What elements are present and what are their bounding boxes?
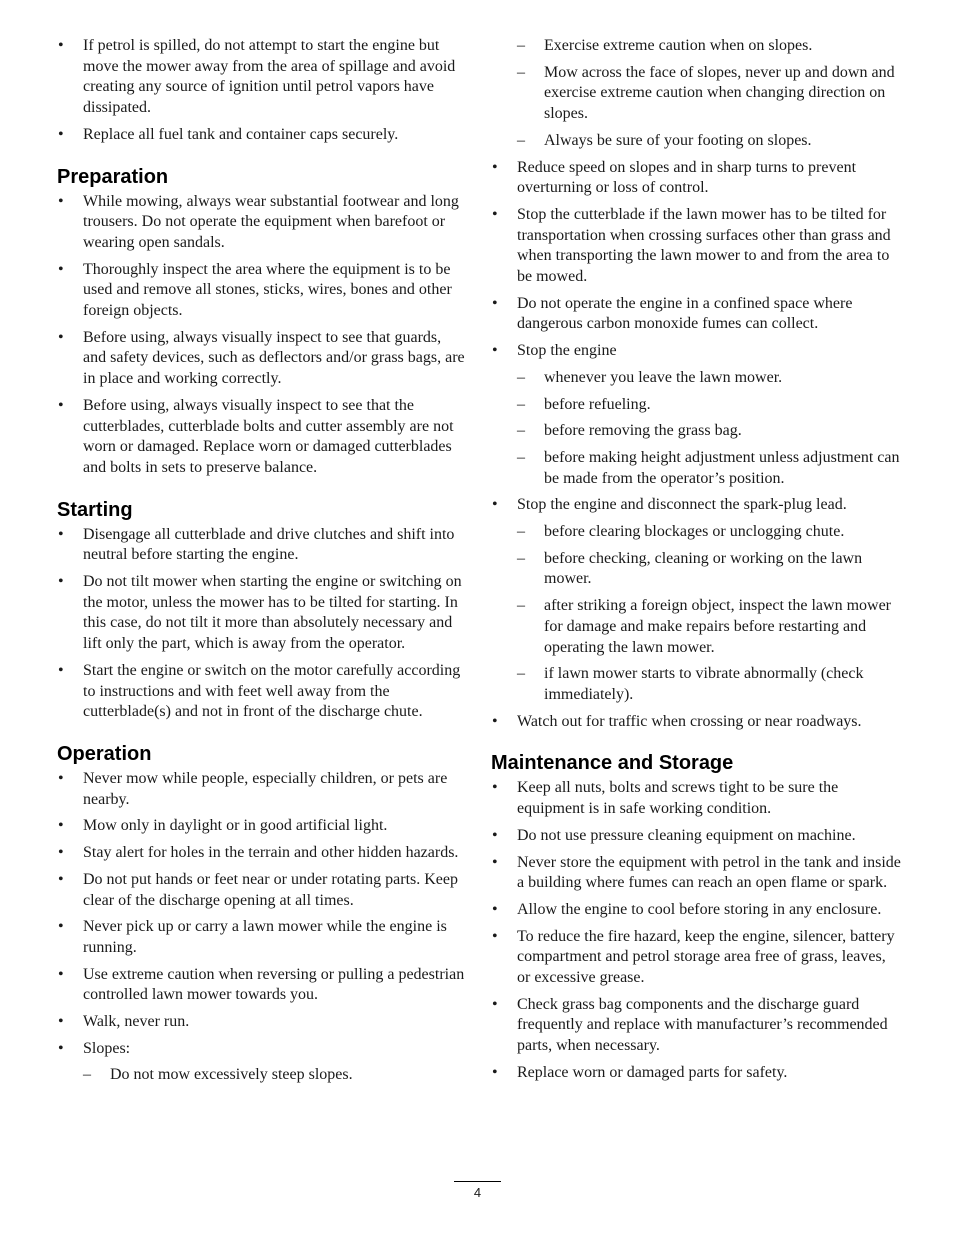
list-item: [57, 816, 467, 837]
bullet-glyph: •: [492, 826, 498, 844]
item-text: Mow only in daylight or in good artificial light.: [83, 817, 388, 835]
item-text: Do not put hands or feet near or under rotating parts. Keep clear of the discharge opening at all times.: [83, 870, 458, 909]
sub-list: [517, 368, 903, 490]
item-text: Replace worn or damaged parts for safety.: [517, 1063, 788, 1081]
sub-item-text: before clearing blockages or unclogging chute.: [544, 523, 845, 541]
item-text: Replace all fuel tank and container caps securely.: [83, 125, 399, 143]
sub-item-text: after striking a foreign object, inspect the lawn mower for damage and make repairs before restarting and operating the lawn mower.: [544, 597, 891, 656]
list-item: [57, 572, 467, 655]
bullet-glyph: •: [58, 573, 64, 591]
list-item: [57, 1012, 467, 1033]
item-text: Stop the engine and disconnect the spark-plug lead.: [517, 496, 847, 514]
section: [57, 36, 467, 146]
dash-glyph: –: [517, 368, 525, 386]
sub-item: [83, 1065, 467, 1086]
bullet-glyph: •: [492, 900, 498, 918]
bullet-glyph: •: [58, 1039, 64, 1057]
item-text: Never store the equipment with petrol in the tank and inside a building where fumes can reach an open flame or spark.: [517, 853, 901, 892]
left-column: [57, 36, 467, 1092]
bullet-glyph: •: [492, 712, 498, 730]
sub-list: [83, 1065, 467, 1086]
item-text: Walk, never run.: [83, 1013, 190, 1031]
list-item: [57, 328, 467, 390]
list-item: [57, 769, 467, 810]
list-item: [57, 965, 467, 1006]
list-item: [491, 995, 903, 1057]
sub-item: [517, 448, 903, 489]
list-item: [57, 525, 467, 566]
bullet-list: [57, 525, 467, 723]
dash-glyph: –: [517, 665, 525, 683]
list-item: [491, 205, 903, 288]
sub-item-text: before refueling.: [544, 395, 651, 413]
item-text: Allow the engine to cool before storing in any enclosure.: [517, 900, 882, 918]
list-item: [491, 1063, 903, 1084]
list-item: [491, 341, 903, 489]
right-column: [491, 36, 903, 1090]
list-item: [491, 158, 903, 199]
item-text: Start the engine or switch on the motor carefully according to instructions and with feet well away from the cutterblade(s) and not in front of the discharge chute.: [83, 661, 461, 721]
sub-item: [517, 131, 903, 152]
dash-glyph: –: [517, 523, 525, 541]
item-text: Do not use pressure cleaning equipment on machine.: [517, 826, 856, 844]
bullet-glyph: •: [492, 205, 498, 223]
section-heading: Preparation: [57, 165, 169, 188]
item-text: Never mow while people, especially children, or pets are nearby.: [83, 769, 448, 808]
list-item: [57, 260, 467, 322]
bullet-glyph: •: [58, 817, 64, 835]
list-item: [57, 843, 467, 864]
bullet-glyph: •: [492, 853, 498, 871]
sub-item: [517, 664, 903, 705]
list-item: [491, 36, 903, 152]
list-item: [491, 927, 903, 989]
dash-glyph: –: [517, 395, 525, 413]
item-text: Stop the cutterblade if the lawn mower has to be tilted for transportation when crossing surfaces other than grass and when transporting the lawn mower to and from the area to be mowed.: [517, 205, 891, 286]
sub-list: [517, 36, 903, 152]
list-item: [491, 778, 903, 819]
list-item: [491, 495, 903, 705]
list-item: [491, 826, 903, 847]
sub-item-text: Mow across the face of slopes, never up and down and exercise extreme caution when changing direction on slopes.: [544, 63, 895, 123]
sub-item: [517, 421, 903, 442]
sub-item-text: Always be sure of your footing on slopes.: [544, 131, 812, 149]
sub-item-text: if lawn mower starts to vibrate abnormally (check immediately).: [544, 665, 864, 703]
dash-glyph: –: [517, 549, 525, 567]
sub-item-text: before checking, cleaning or working on the lawn mower.: [544, 549, 863, 588]
bullet-glyph: •: [492, 995, 498, 1013]
section: [57, 498, 467, 723]
list-item: [57, 917, 467, 958]
page-number: 4: [473, 1185, 482, 1200]
bullet-glyph: •: [492, 1063, 498, 1081]
section: [491, 36, 903, 732]
item-text: Keep all nuts, bolts and screws tight to be sure the equipment is in safe working condition.: [517, 779, 839, 818]
section-heading: Operation: [57, 742, 152, 765]
bullet-glyph: •: [58, 661, 64, 679]
sub-item: [517, 63, 903, 125]
list-item: [491, 900, 903, 921]
bullet-glyph: •: [58, 844, 64, 862]
bullet-glyph: •: [58, 769, 64, 787]
dash-glyph: –: [83, 1066, 91, 1084]
bullet-glyph: •: [58, 965, 64, 983]
list-item: [57, 1039, 467, 1086]
sub-item: [517, 596, 903, 658]
sub-item: [517, 522, 903, 543]
bullet-glyph: •: [58, 328, 64, 346]
dash-glyph: –: [517, 422, 525, 440]
bullet-glyph: •: [492, 342, 498, 360]
sub-item: [517, 36, 903, 57]
item-text: While mowing, always wear substantial footwear and long trousers. Do not operate the equipment when barefoot or wearing open sandals.: [83, 192, 459, 251]
bullet-glyph: •: [58, 37, 64, 54]
dash-glyph: –: [517, 448, 525, 466]
sub-item-text: whenever you leave the lawn mower.: [544, 368, 783, 386]
item-text: Stay alert for holes in the terrain and other hidden hazards.: [83, 844, 459, 862]
bullet-glyph: •: [492, 294, 498, 312]
bullet-list: [491, 778, 903, 1083]
sub-item: [517, 549, 903, 590]
sub-item: [517, 395, 903, 416]
list-item: [57, 192, 467, 254]
bullet-glyph: •: [58, 918, 64, 936]
section-heading: Starting: [57, 498, 133, 521]
list-item: [57, 36, 467, 119]
item-text: Never pick up or carry a lawn mower while the engine is running.: [83, 918, 447, 956]
item-text: Thoroughly inspect the area where the equipment is to be used and remove all stones, sticks, wires, bones and other foreign objects.: [83, 260, 452, 320]
dash-glyph: –: [517, 597, 525, 615]
bullet-glyph: •: [492, 158, 498, 176]
list-item: [57, 870, 467, 911]
item-text: Before using, always visually inspect to see that guards, and safety devices, such as deflectors and/or grass bags, are in place and working correctly.: [83, 328, 465, 388]
item-text: Use extreme caution when reversing or pulling a pedestrian controlled lawn mower towards you.: [83, 965, 465, 1004]
bullet-glyph: •: [492, 927, 498, 945]
section: [491, 751, 903, 1083]
item-text: Stop the engine: [517, 342, 617, 360]
bullet-list: [57, 192, 467, 479]
list-item: [491, 712, 903, 733]
list-item: [57, 125, 467, 146]
bullet-list: [57, 769, 467, 1086]
sub-item-text: before making height adjustment unless adjustment can be made from the operator’s position.: [544, 448, 900, 487]
sub-item: [517, 368, 903, 389]
item-text: Before using, always visually inspect to see that the cutterblades, cutterblade bolts and cutter assembly are not worn or damaged. Replace worn or damaged cutterblades and bolts in sets to preserve balance.: [83, 396, 454, 476]
item-text: Watch out for traffic when crossing or near roadways.: [517, 712, 862, 730]
sub-item-text: Do not mow excessively steep slopes.: [110, 1066, 353, 1084]
item-text: Do not tilt mower when starting the engine or switching on the motor, unless the mower has to be tilted for starting. In this case, do not tilt it more than absolutely necessary and lift only the part, which is away from the operator.: [83, 573, 462, 653]
bullet-glyph: •: [58, 125, 64, 143]
item-text: To reduce the fire hazard, keep the engine, silencer, battery compartment and petrol storage area free of grass, leaves, or excessive grease.: [517, 927, 895, 987]
bullet-glyph: •: [58, 396, 64, 414]
item-text: If petrol is spilled, do not attempt to start the engine but move the mower away from the area of spillage and avoid creating any source of ignition until petrol vapors have dissipated.: [83, 37, 456, 117]
list-item: [491, 853, 903, 894]
item-text: Do not operate the engine in a confined space where dangerous carbon monoxide fumes can collect.: [517, 294, 853, 333]
list-item: [57, 396, 467, 479]
bullet-list: [491, 36, 903, 732]
item-text: Check grass bag components and the discharge guard frequently and replace with manufacturer’s recommended parts, when necessary.: [517, 995, 888, 1055]
item-text: Slopes:: [83, 1039, 131, 1057]
bullet-glyph: •: [492, 779, 498, 797]
bullet-glyph: •: [58, 260, 64, 278]
list-item: [57, 661, 467, 723]
section: [57, 742, 467, 1086]
sub-item-text: before removing the grass bag.: [544, 422, 742, 440]
sub-list: [517, 522, 903, 706]
bullet-list: [57, 36, 467, 146]
dash-glyph: –: [517, 63, 525, 81]
dash-glyph: –: [517, 131, 525, 149]
bullet-glyph: •: [58, 525, 64, 543]
section: [57, 165, 467, 479]
bullet-glyph: •: [492, 496, 498, 514]
bullet-glyph: •: [58, 870, 64, 888]
footer-rule: [454, 1181, 501, 1182]
sub-item-text: Exercise extreme caution when on slopes.: [544, 37, 813, 54]
bullet-glyph: •: [58, 1013, 64, 1031]
section-heading: Maintenance and Storage: [491, 752, 734, 775]
dash-glyph: –: [517, 37, 525, 54]
item-text: Disengage all cutterblade and drive clutches and shift into neutral before starting the engine.: [83, 525, 455, 564]
bullet-glyph: •: [58, 192, 64, 210]
list-item: [491, 294, 903, 335]
item-text: Reduce speed on slopes and in sharp turns to prevent overturning or loss of control.: [517, 158, 857, 197]
